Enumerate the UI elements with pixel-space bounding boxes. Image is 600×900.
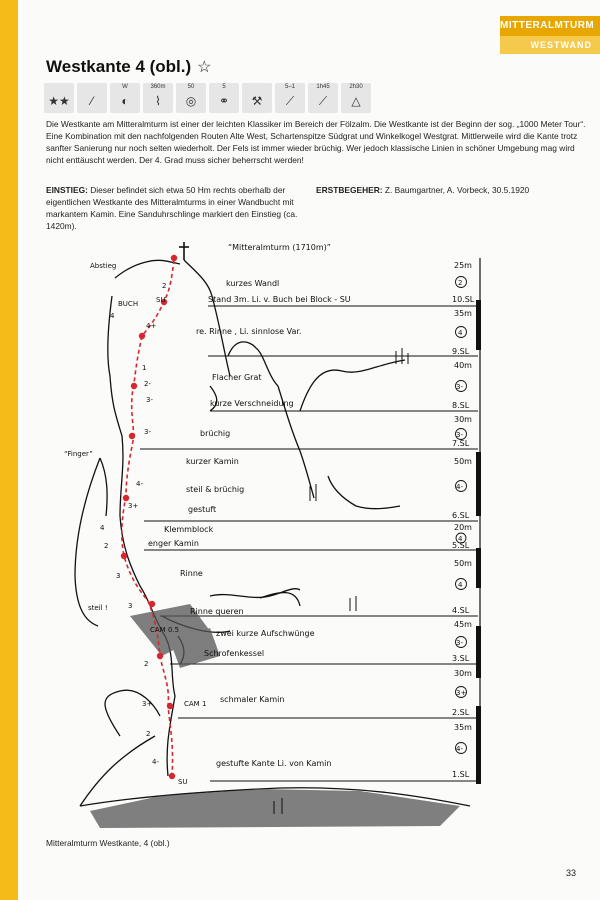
tree-icons xyxy=(274,348,408,814)
approach-time-icon: 1h45 ⟋ xyxy=(308,83,338,113)
pitch-length: 25m xyxy=(454,261,472,270)
route-grade: 3 xyxy=(128,602,133,610)
pitch-length: 30m xyxy=(454,669,472,678)
gear-mark: CAM 0.5 xyxy=(150,626,180,634)
pitch-description: Klemmblock xyxy=(164,525,214,534)
route-grade: 4+ xyxy=(146,322,157,330)
pitch-grade: 4 xyxy=(458,329,463,337)
pitch-description: schmaler Kamin xyxy=(220,695,285,704)
pitch-grade: 3- xyxy=(456,431,463,439)
rock-outlines xyxy=(75,260,470,806)
pitch-description: kurzes Wandl xyxy=(226,279,280,288)
pitch-grade: 4 xyxy=(458,581,463,589)
pitch-length: 40m xyxy=(454,361,472,370)
approach-text xyxy=(46,184,301,232)
pitch-description: enger Kamin xyxy=(148,539,199,548)
route-grade: 2- xyxy=(144,380,151,388)
page-number: 33 xyxy=(566,868,577,878)
pitch-grade: 2 xyxy=(458,279,463,287)
gear-mark: SU xyxy=(156,296,166,304)
summit-cross-icon xyxy=(179,242,189,260)
pitch-description: kurze Verschneidung xyxy=(210,399,294,408)
pitch-stand: 7.SL xyxy=(452,439,470,448)
first-ascent-text xyxy=(316,184,586,196)
pitch-stand: 1.SL xyxy=(452,770,470,779)
label-steep: steil ! xyxy=(88,604,108,612)
belay-gear-icon: ⚒ xyxy=(242,83,272,113)
pitch-length: 50m xyxy=(454,559,472,568)
pitch-description: gestuft xyxy=(188,505,217,514)
first-ascent-body: Z. Baumgartner, A. Vorbeck, 30.5.1920 xyxy=(384,185,530,195)
quickdraws-icon: 5 ⚭ xyxy=(209,83,239,113)
approach-body: Dieser befindet sich etwa 50 Hm rechts oberhalb der eigentlichen Westkante des Mitteralmturms in einer Wandbucht mit markantem Kamin. Eine Sanduhrschlinge markiert den Einstieg (ca. 1420m). xyxy=(46,185,298,231)
route-grade: 1 xyxy=(142,364,147,372)
route-grade: 3+ xyxy=(128,502,139,510)
route-grade: 3- xyxy=(144,428,151,436)
route-grade: 4- xyxy=(152,758,159,766)
pitch-length: 50m xyxy=(454,457,472,466)
pitch-stand: 2.SL xyxy=(452,708,470,717)
route-grade: 4 xyxy=(110,312,115,320)
route-line xyxy=(122,260,174,776)
pitch-description: steil & brüchig xyxy=(186,485,245,494)
pitch-grade: 3- xyxy=(456,639,463,647)
route-grade: 3 xyxy=(116,572,121,580)
route-grade: 3+ xyxy=(142,700,153,708)
topo-caption: Mitteralmturm Westkante, 4 (obl.) xyxy=(46,838,170,848)
pitch-stand: 3.SL xyxy=(452,654,470,663)
pitch-grade: 4 xyxy=(458,535,463,543)
rock-quality-icon: ⁄ xyxy=(77,83,107,113)
wall-name: WESTWAND xyxy=(500,36,600,54)
pitch-stand: 4.SL xyxy=(452,606,470,615)
pitch-descriptions xyxy=(148,279,351,768)
pitch-grade: 3+ xyxy=(456,689,467,697)
label-book: BUCH xyxy=(118,300,139,308)
pitch-description: gestufte Kante Li. von Kamin xyxy=(216,759,332,768)
pitch-grade: 4- xyxy=(456,483,463,491)
pitch-length: 35m xyxy=(454,309,472,318)
pitch-grade: 3- xyxy=(456,383,463,391)
pitch-length: 20m xyxy=(454,523,472,532)
rating-stars-icon: ★★ xyxy=(44,83,74,113)
approach-label: EINSTIEG: xyxy=(46,185,88,195)
pitch-stand: 9.SL xyxy=(452,347,470,356)
pitch-length: 45m xyxy=(454,620,472,629)
pitch-description: kurzer Kamin xyxy=(186,457,239,466)
page-edge-strip xyxy=(0,0,18,900)
pitch-stand: 5.SL xyxy=(452,541,470,550)
pitch-description: Rinne queren xyxy=(190,607,244,616)
gear-mark: CAM 1 xyxy=(184,700,207,708)
grade-icon: 5–1 ⟋ xyxy=(275,83,305,113)
route-description: Die Westkante am Mitteralmturm ist einer der leichten Klassiker im Bereich der Fölzalm. Die Westkante ist der Beginn der sog. „1000 Meter Tour“. Eine Kombination mit den nachfolgenden Routen Alte West, Schartenspitze Südgrat und Winkelkogel Westgrat. Mittlerweile wird die Kante trotz sanfter Sanierung nur noch selten wiederholt. Der Fels ist immer wieder brüchig. Wer jedoch klassische Linien in schöner Umgebung mag wird nicht enttäuscht werden. Der 4. Grad muss sicher beherrscht werden! xyxy=(46,119,586,165)
route-info-icons xyxy=(44,83,371,113)
route-grade: 4 xyxy=(100,524,105,532)
route-grade: 2 xyxy=(162,282,167,290)
pitch-description: Stand 3m. Li. v. Buch bei Block - SU xyxy=(208,295,351,304)
gear-mark: SU xyxy=(178,778,188,786)
pitch-description: brüchig xyxy=(200,429,231,438)
pitch-stand: 8.SL xyxy=(452,401,470,410)
route-grade: 2 xyxy=(146,730,151,738)
pitch-stand: 6.SL xyxy=(452,511,470,520)
exposure-west-icon: W ◐ xyxy=(110,83,140,113)
pitch-description: Flacher Grat xyxy=(212,373,262,382)
route-grade: 3- xyxy=(146,396,153,404)
pitch-description: Rinne xyxy=(180,569,203,578)
first-ascent-label: ERSTBEGEHER: xyxy=(316,185,383,195)
rope-length-icon: 50 ◎ xyxy=(176,83,206,113)
pitch-length: 35m xyxy=(454,723,472,732)
pitch-length: 30m xyxy=(454,415,472,424)
pitch-description: Schrofenkessel xyxy=(204,649,265,658)
route-grade: 4- xyxy=(136,480,143,488)
pitch-grade: 4- xyxy=(456,745,463,753)
route-title xyxy=(46,57,212,77)
descent-time-icon: 2h30 △ xyxy=(341,83,371,113)
topo-summit-title: “Mitteralmturm (1710m)” xyxy=(228,243,331,252)
wall-height-icon: 360m ⌇ xyxy=(143,83,173,113)
star-icon: ☆ xyxy=(197,59,212,76)
pitch-description: zwei kurze Aufschwünge xyxy=(216,629,315,638)
label-descent: Abstieg xyxy=(90,262,117,270)
section-title: MITTERALMTURM xyxy=(500,16,600,36)
route-topo xyxy=(60,236,500,836)
label-finger: “Finger” xyxy=(64,450,93,458)
pitch-values xyxy=(452,261,475,779)
pitch-stand: 10.SL xyxy=(452,295,475,304)
route-grade: 2 xyxy=(104,542,109,550)
pitch-description: re. Rinne , Li. sinnlose Var. xyxy=(196,327,302,336)
route-grade-labels xyxy=(100,282,166,766)
route-title-text: Westkante 4 (obl.) xyxy=(46,57,192,76)
route-grade: 2 xyxy=(144,660,149,668)
page-header xyxy=(500,16,600,56)
